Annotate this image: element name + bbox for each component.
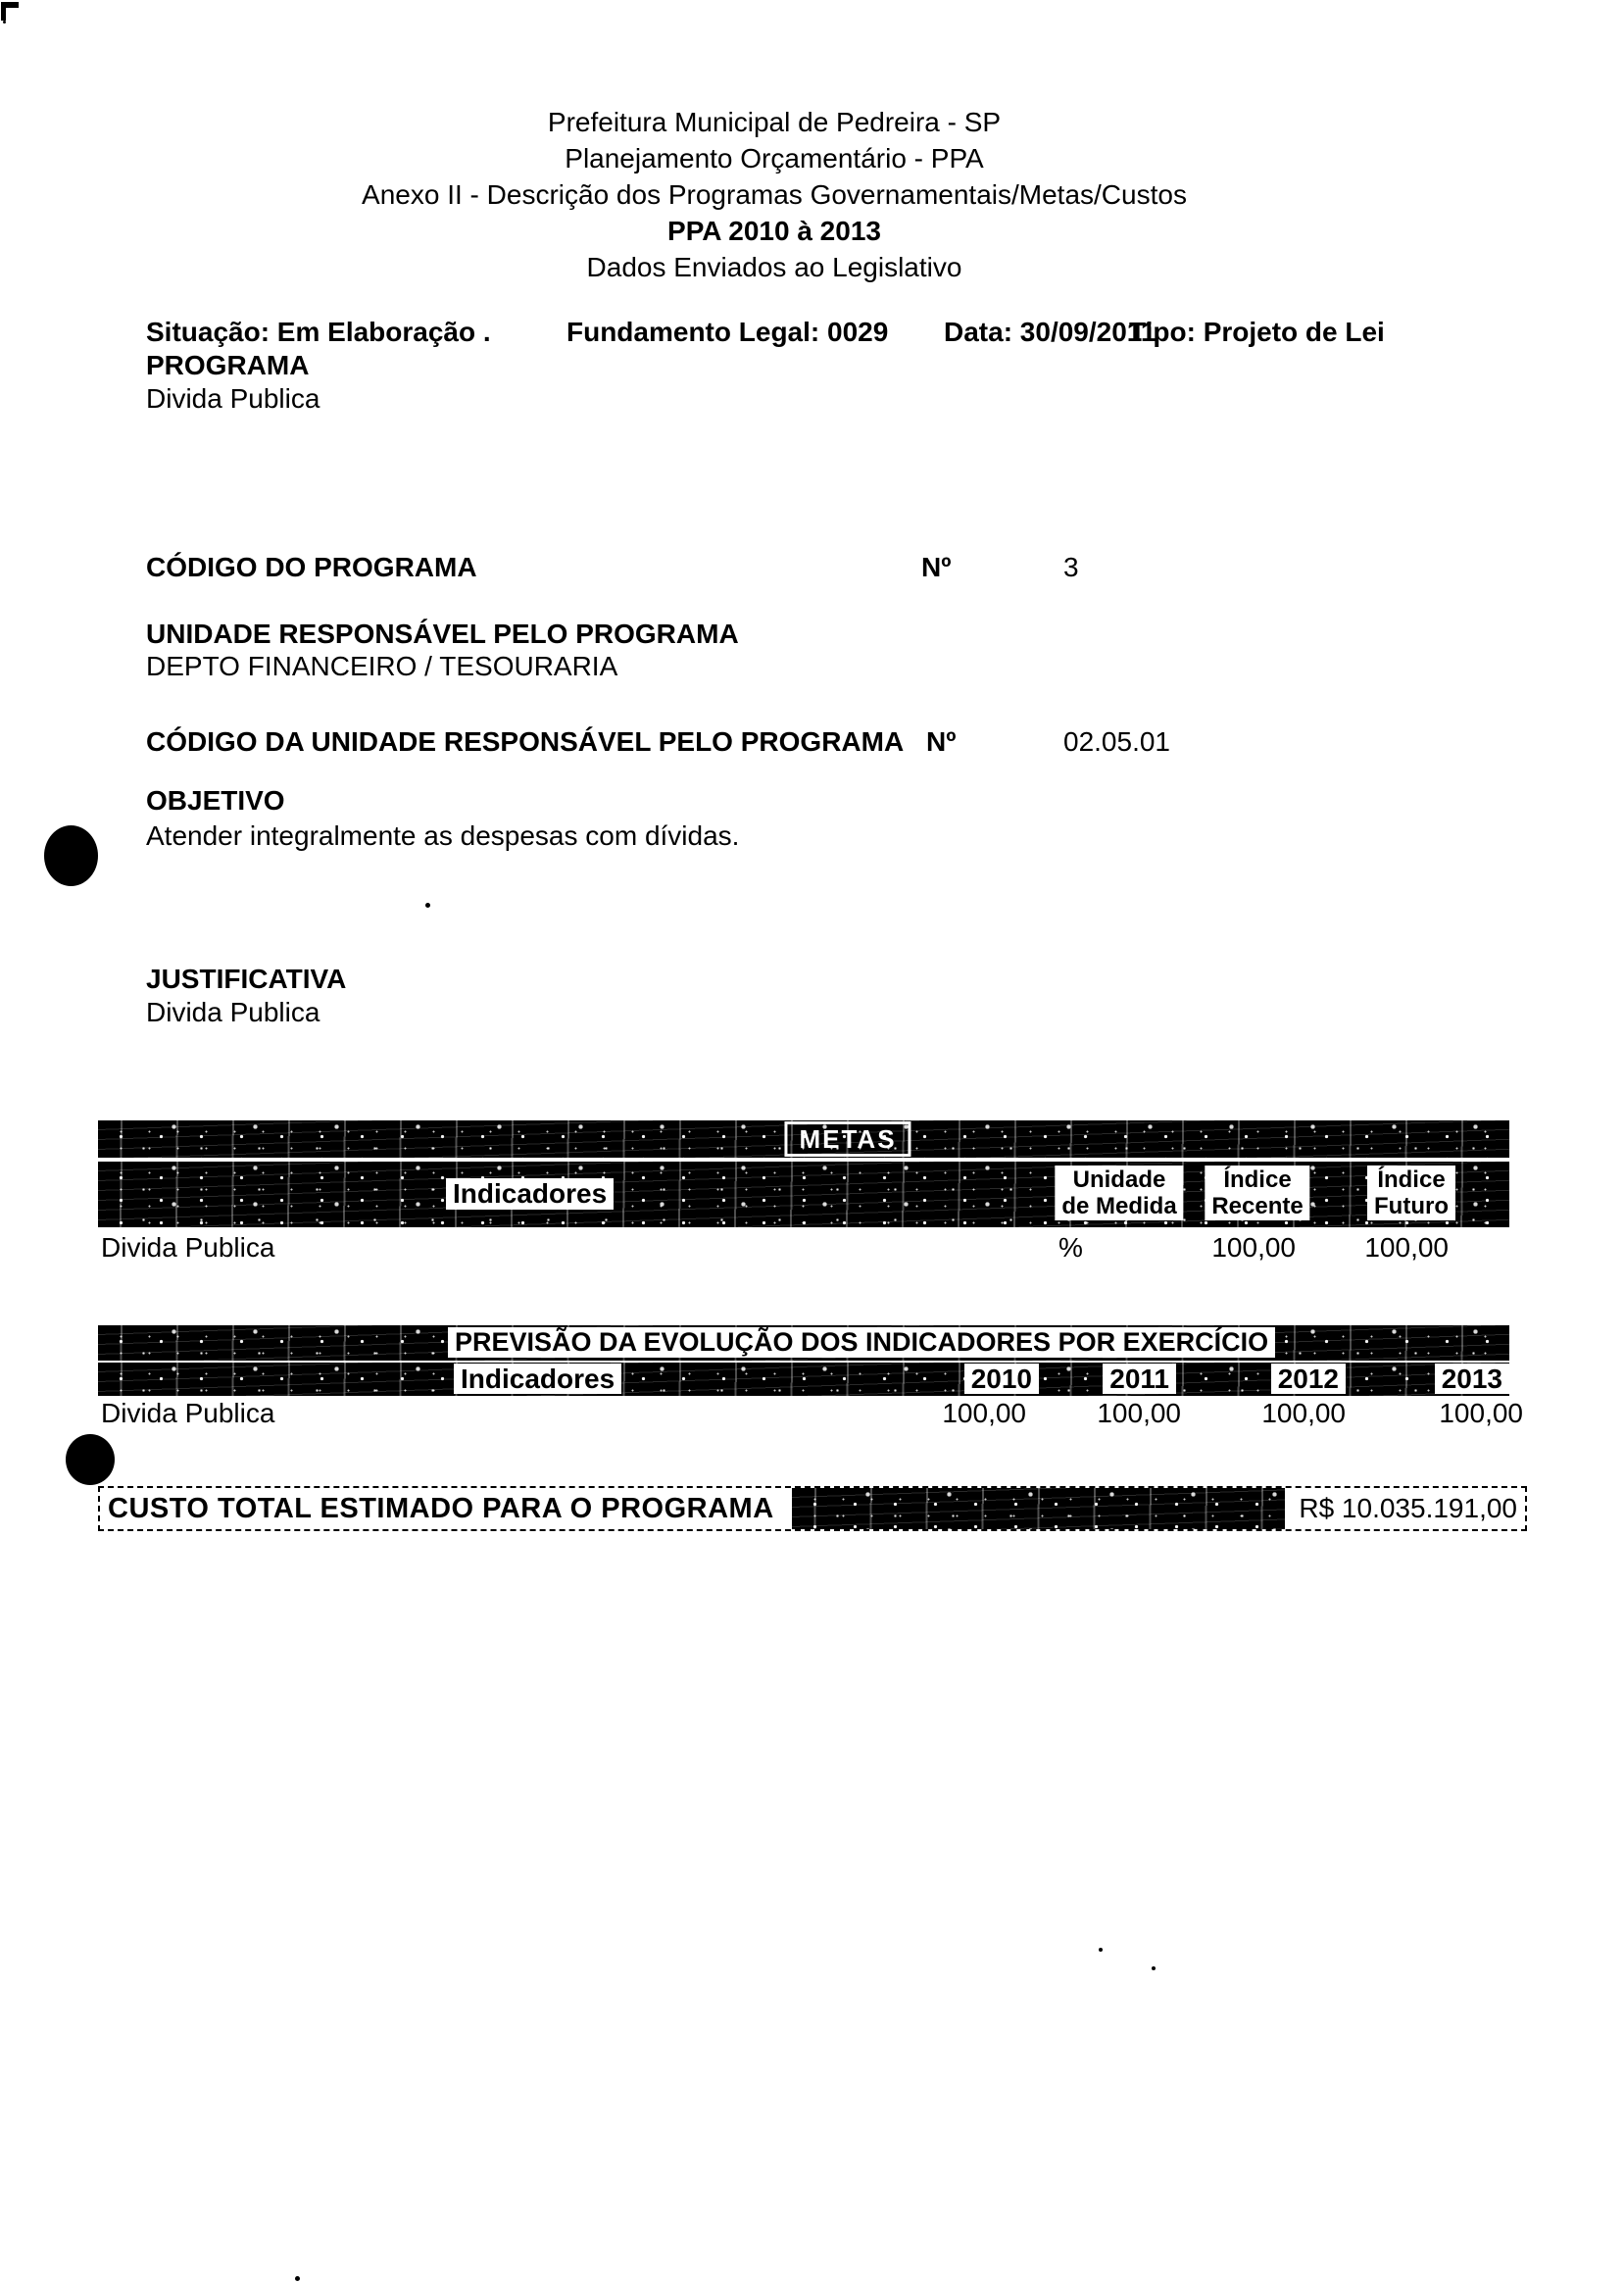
metas-col-unidade-l1: Unidade (1072, 1166, 1166, 1193)
previsao-col-ano-2012: 2012 (1271, 1364, 1346, 1394)
metas-header-band (98, 1162, 1509, 1227)
previsao-col-ano-2010: 2010 (964, 1364, 1039, 1394)
metas-col-indice-futuro (1367, 1166, 1455, 1220)
metas-title: METAS (784, 1121, 910, 1157)
previsao-col-indicadores: Indicadores (454, 1364, 621, 1394)
header-line-department: Planejamento Orçamentário - PPA (565, 143, 984, 174)
previsao-header-band (98, 1363, 1509, 1396)
metas-col-futuro-l2: Futuro (1374, 1193, 1449, 1219)
previsao-row-indicador: Divida Publica (101, 1398, 275, 1428)
metas-col-futuro-l1: Índice (1377, 1166, 1446, 1193)
previsao-row-valor-2012: 100,00 (1261, 1398, 1346, 1428)
justificativa-label: JUSTIFICATIVA (146, 964, 347, 994)
metas-title-band (98, 1120, 1509, 1158)
objetivo-texto: Atender integralmente as despesas com dívidas. (146, 820, 740, 851)
codigo-unidade-numero-label: Nº (926, 726, 957, 757)
custo-total-label: CUSTO TOTAL ESTIMADO PARA O PROGRAMA (108, 1492, 774, 1524)
codigo-programa-label: CÓDIGO DO PROGRAMA (146, 552, 477, 582)
custo-total-strip (98, 1486, 1527, 1531)
header-line-annex: Anexo II - Descrição dos Programas Governamentais/Metas/Custos (362, 179, 1187, 210)
metas-row-indicador: Divida Publica (101, 1232, 275, 1263)
previsao-col-ano-2013: 2013 (1435, 1364, 1509, 1394)
metas-col-indice-recente (1205, 1166, 1309, 1220)
previsao-row-valor-2013: 100,00 (1439, 1398, 1523, 1428)
data-field: Data: 30/09/2011 (944, 317, 1156, 347)
situacao-field: Situação: Em Elaboração . (146, 317, 491, 347)
unidade-responsavel-label: UNIDADE RESPONSÁVEL PELO PROGRAMA (146, 619, 739, 649)
codigo-unidade-label: CÓDIGO DA UNIDADE RESPONSÁVEL PELO PROGRAMA (146, 726, 905, 757)
scan-speck (1099, 1948, 1103, 1952)
document-header (294, 106, 1255, 287)
previsao-row-valor-2011: 100,00 (1097, 1398, 1181, 1428)
fundamento-legal-field: Fundamento Legal: 0029 (566, 317, 889, 347)
custo-total-noise-band (792, 1488, 1286, 1529)
previsao-col-ano-2011: 2011 (1103, 1364, 1176, 1394)
tipo-field: Tipo: Projeto de Lei (1129, 317, 1385, 347)
metas-row-unidade: % (1058, 1232, 1083, 1263)
metas-table (98, 1120, 1509, 1228)
codigo-unidade-valor: 02.05.01 (1063, 726, 1170, 757)
punch-hole-bottom (66, 1434, 115, 1485)
header-line-entity: Prefeitura Municipal de Pedreira - SP (547, 107, 1002, 137)
previsao-table (98, 1325, 1509, 1396)
metas-row-indice-recente: 100,00 (1211, 1232, 1296, 1263)
metas-col-indicadores: Indicadores (446, 1178, 614, 1210)
metas-row-indice-futuro: 100,00 (1364, 1232, 1449, 1263)
unidade-responsavel-valor: DEPTO FINANCEIRO / TESOURARIA (146, 651, 618, 681)
custo-total-valor: R$ 10.035.191,00 (1299, 1493, 1517, 1523)
justificativa-texto: Divida Publica (146, 997, 320, 1027)
metas-col-recente-l1: Índice (1223, 1166, 1292, 1193)
scan-speck (3, 21, 6, 24)
metas-col-unidade-l2: de Medida (1061, 1193, 1177, 1219)
metas-col-unidade-medida (1055, 1166, 1183, 1220)
scan-corner-mark (1, 2, 19, 21)
scan-speck (1152, 1966, 1156, 1970)
header-line-status: Dados Enviados ao Legislativo (586, 252, 962, 282)
header-line-ppa-period: PPA 2010 à 2013 (667, 216, 881, 246)
metas-col-recente-l2: Recente (1211, 1193, 1304, 1219)
scan-speck (295, 2276, 300, 2281)
codigo-programa-valor: 3 (1063, 552, 1079, 582)
programa-label: PROGRAMA (146, 350, 310, 380)
punch-hole-top (44, 825, 98, 886)
previsao-title: PREVISÃO DA EVOLUÇÃO DOS INDICADORES POR EXERCÍCIO (448, 1327, 1275, 1358)
scan-speck (425, 903, 430, 908)
codigo-programa-numero-label: Nº (921, 552, 952, 582)
previsao-row-valor-2010: 100,00 (942, 1398, 1026, 1428)
previsao-title-band (98, 1325, 1509, 1361)
programa-nome: Divida Publica (146, 383, 320, 414)
objetivo-label: OBJETIVO (146, 785, 285, 816)
